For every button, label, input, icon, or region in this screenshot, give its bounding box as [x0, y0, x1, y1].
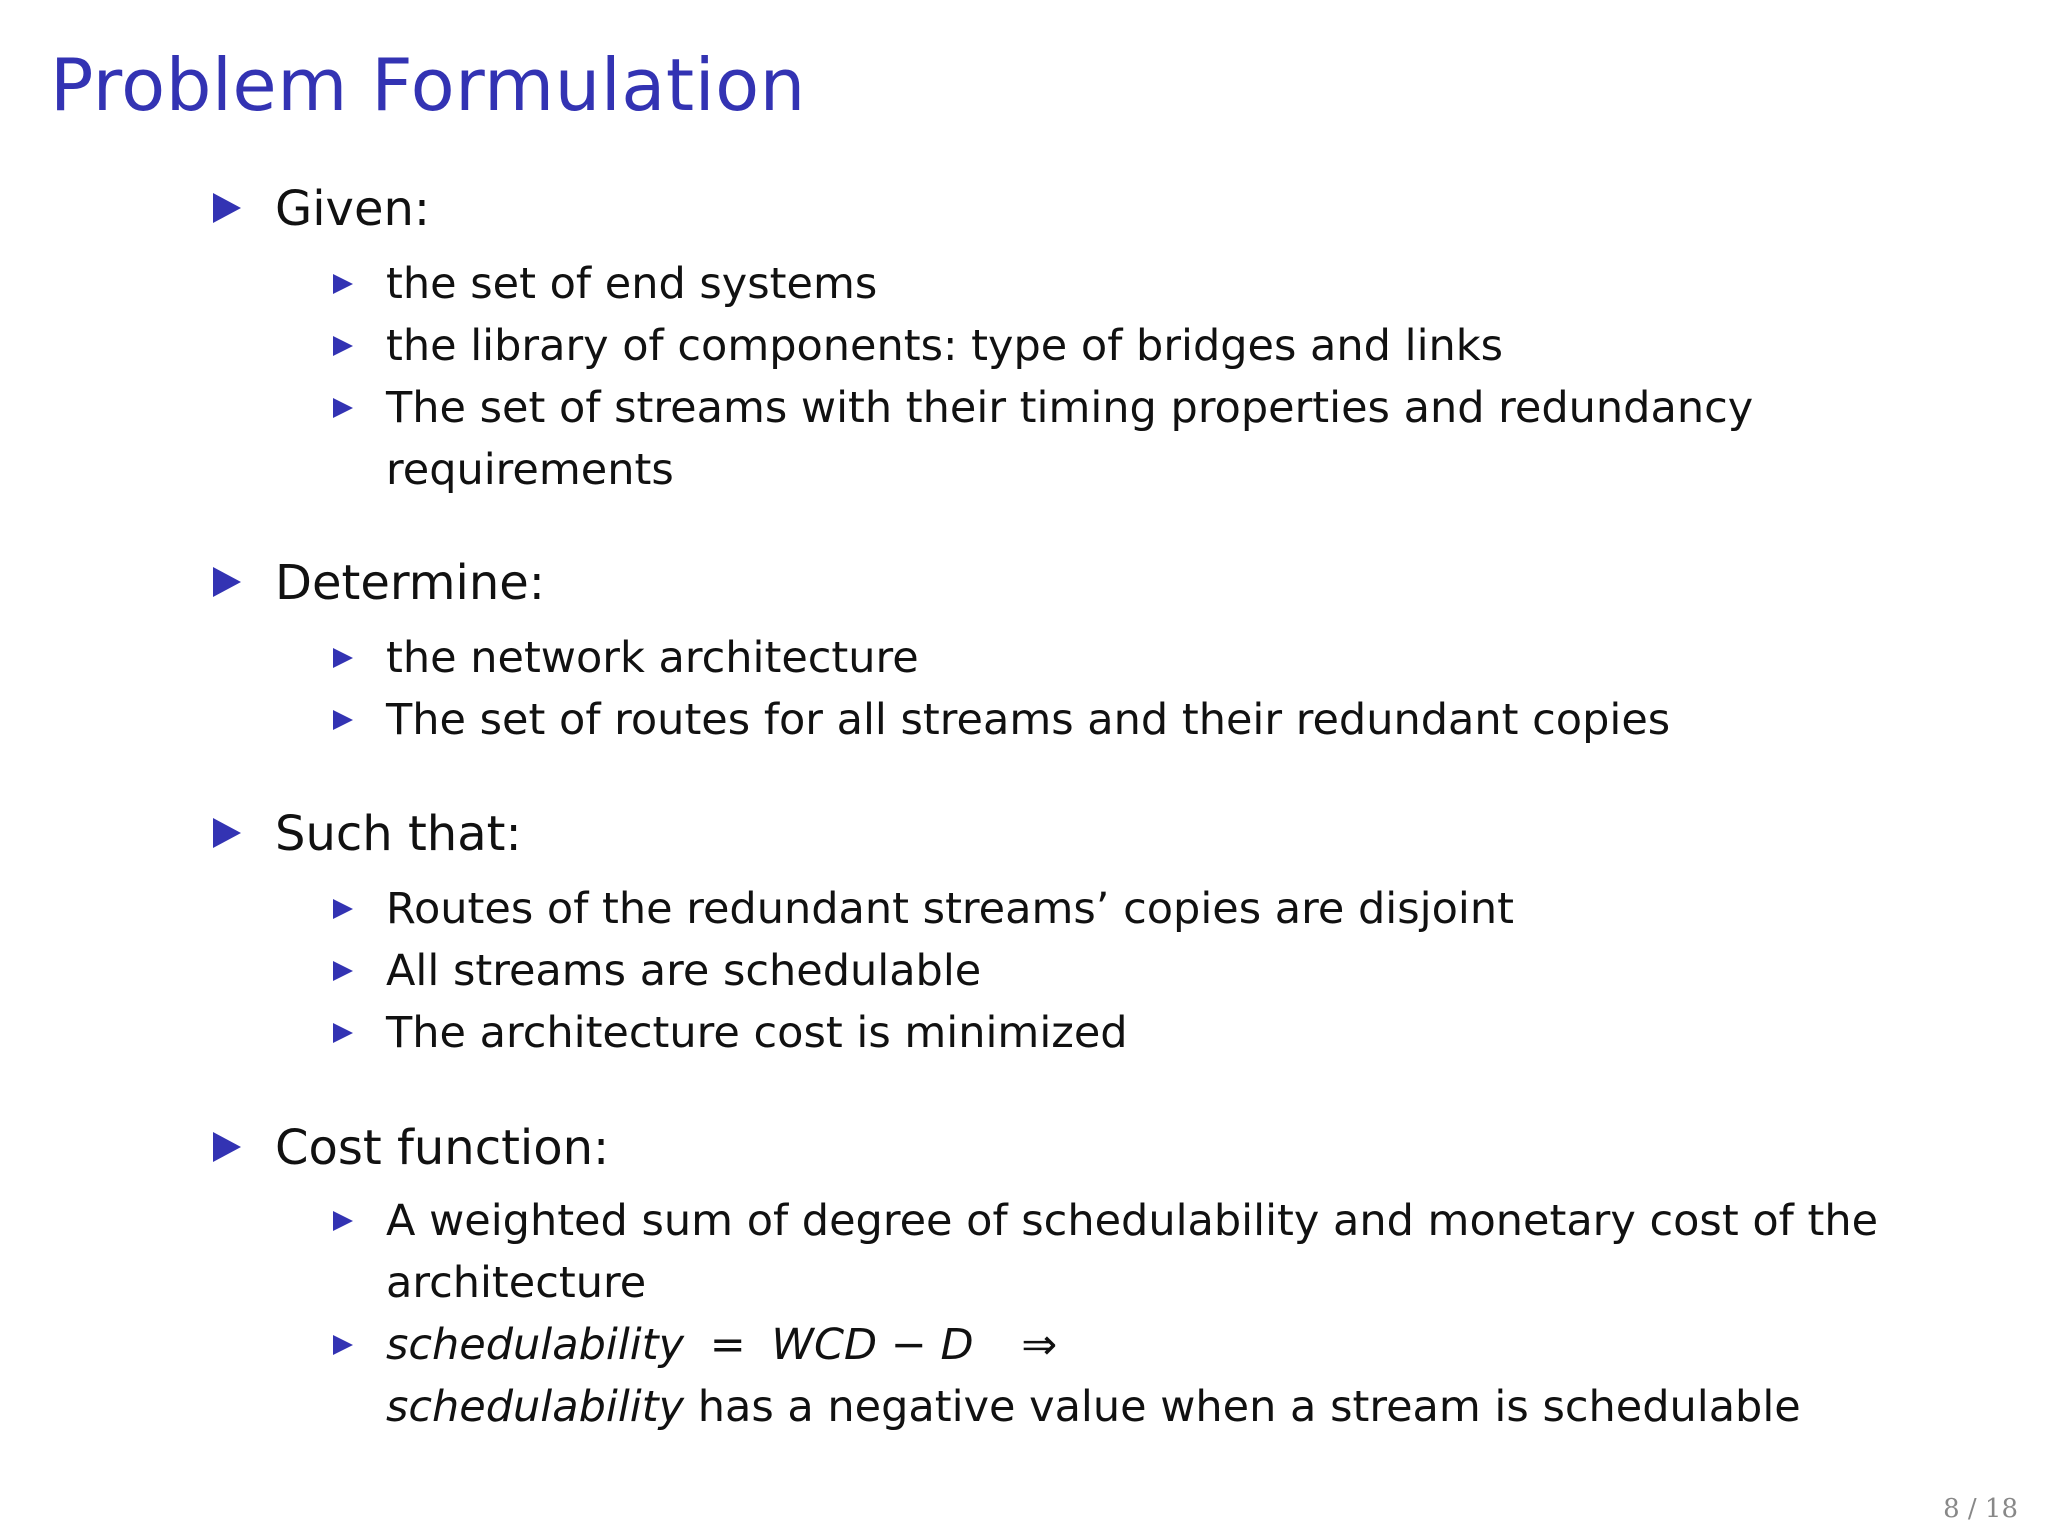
level2-bullet-icon	[333, 336, 353, 356]
formula-rhs: WCD − D	[771, 1320, 974, 1370]
list-item: The set of routes for all streams and their redundant copies	[386, 695, 1671, 745]
level2-bullet-icon	[333, 710, 353, 730]
list-item: the library of components: type of bridges and links	[386, 321, 1504, 371]
formula-conclusion	[386, 1376, 1946, 1438]
level2-bullet-icon	[333, 398, 353, 418]
page-number: 8 / 18	[1943, 1494, 2018, 1524]
list-item: The set of streams with their timing properties and redundancy requirements	[386, 383, 1754, 495]
section-heading-determine: Determine:	[275, 555, 545, 611]
slide-title: Problem Formulation	[50, 43, 806, 127]
level1-bullet-icon	[213, 1132, 241, 1162]
list-item: All streams are schedulable	[386, 946, 982, 996]
level1-bullet-icon	[213, 818, 241, 848]
list-item: the set of end systems	[386, 259, 878, 309]
level2-bullet-icon	[333, 274, 353, 294]
level1-bullet-icon	[213, 567, 241, 597]
level2-bullet-icon	[333, 1211, 353, 1231]
formula-line	[386, 1314, 1946, 1376]
section-heading-such-that: Such that:	[275, 806, 522, 862]
level2-bullet-icon	[333, 1335, 353, 1355]
formula-equals: =	[709, 1320, 746, 1370]
list-item: The architecture cost is minimized	[386, 1008, 1128, 1058]
formula-conclusion-rest: has a negative value when a stream is schedulable	[684, 1382, 1801, 1432]
level2-bullet-icon	[333, 648, 353, 668]
section-heading-cost-function: Cost function:	[275, 1120, 610, 1176]
list-item: Routes of the redundant streams’ copies are disjoint	[386, 884, 1514, 934]
section-heading-given: Given:	[275, 181, 431, 237]
level2-bullet-icon	[333, 899, 353, 919]
formula-implies: ⇒	[1021, 1320, 1058, 1370]
level2-bullet-icon	[333, 961, 353, 981]
level2-bullet-icon	[333, 1023, 353, 1043]
level1-bullet-icon	[213, 193, 241, 223]
list-item: A weighted sum of degree of schedulability and monetary cost of the architecture	[386, 1196, 1879, 1308]
formula-conclusion-subject: schedulability	[386, 1382, 685, 1432]
formula-lhs: schedulability	[386, 1320, 685, 1370]
list-item: the network architecture	[386, 633, 919, 683]
formula-item	[386, 1314, 1946, 1438]
